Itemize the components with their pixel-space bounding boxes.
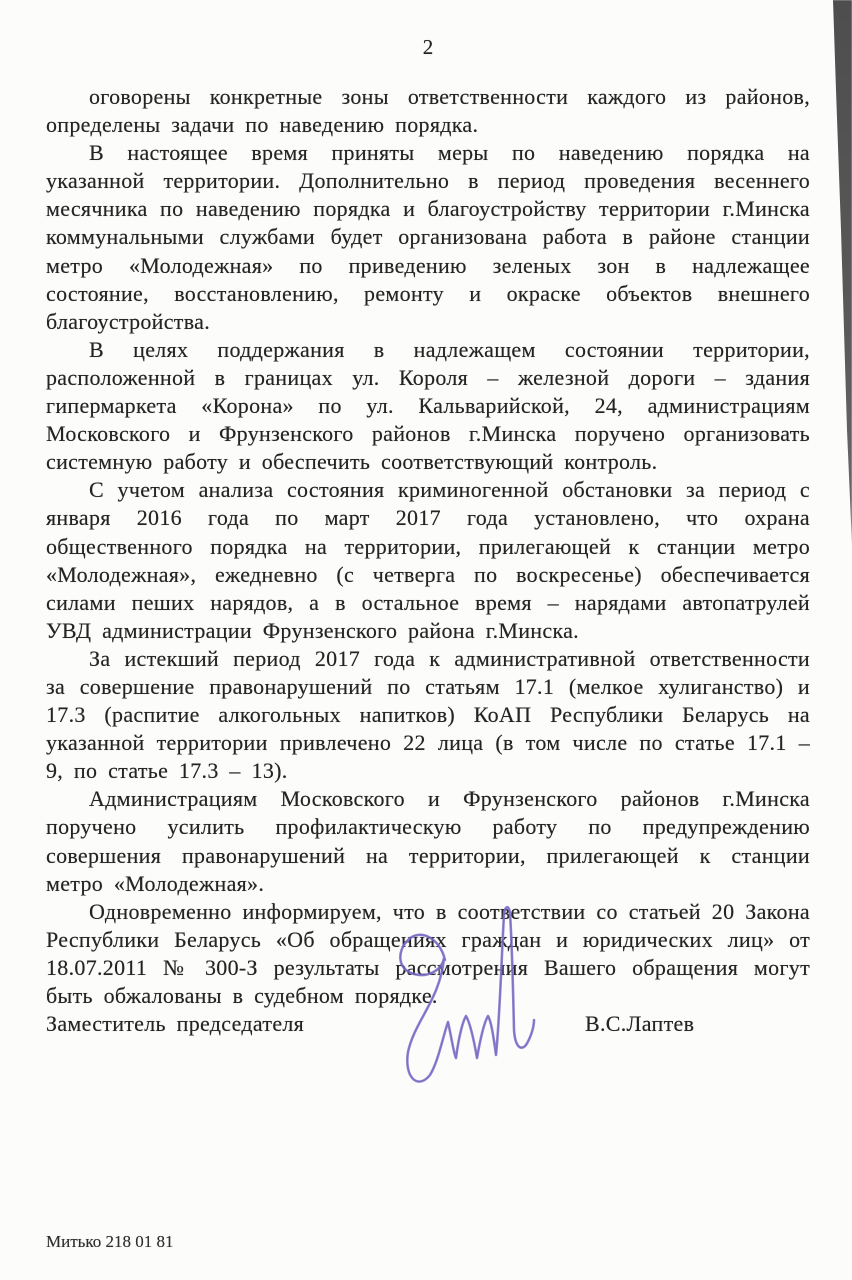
- paragraph: За истекший период 2017 года к административной ответственности за совершение правонарушений по статьям 17.1 (мелкое хулиганство) и 17.3 (распитие алкогольных напитков) КоАП Республики Беларусь на указанной территории привлечено 22 лица (в том числе по статье 17.1 – 9, по статье 17.3 – 13).: [46, 645, 810, 784]
- signature-row: [46, 1010, 810, 1038]
- letter-body: [46, 83, 810, 1038]
- paragraph: оговорены конкретные зоны ответственности каждого из районов, определены задачи по наведению порядка.: [46, 84, 810, 138]
- signatory-role: Заместитель председателя: [46, 1011, 305, 1037]
- paragraph: В целях поддержания в надлежащем состоянии территории, расположенной в границах ул. Короля – железной дороги – здания гипермаркета «Корона» по ул. Кальварийской, 24, администрациям Московского и Фрунзенского районов г.Минска поручено организовать системную работу и обеспечить соответствующий контроль.: [46, 336, 810, 475]
- signatory-name: В.С.Лаптев: [585, 1011, 695, 1037]
- page-number: 2: [422, 35, 434, 59]
- paragraph: Администрациям Московского и Фрунзенского районов г.Минска поручено усилить профилактическую работу по предупреждению совершения правонарушений на территории, прилегающей к станции метро «Молодежная».: [46, 786, 810, 896]
- footer-contact: Митько 218 01 81: [46, 1232, 174, 1251]
- paragraph: Одновременно информируем, что в соответствии со статьей 20 Закона Республики Беларусь «Об обращениях граждан и юридических лиц» от 18.07.2011 № 300-З результаты рассмотрения Вашего обращения могут быть обжалованы в судебном порядке.: [46, 898, 810, 1008]
- paragraph: С учетом анализа состояния криминогенной обстановки за период с января 2016 года по март 2017 года установлено, что охрана общественного порядка на территории, прилегающей к станции метро «Молодежная», ежедневно (с четверга по воскресенье) обеспечивается силами пеших нарядов, а в остальное время – нарядами автопатрулей УВД администрации Фрунзенского района г.Минска.: [46, 477, 810, 643]
- scan-edge-shadow: [828, 0, 852, 545]
- paragraph: В настоящее время приняты меры по наведению порядка на указанной территории. Дополнительно в период проведения весеннего месячника по наведению порядка и благоустройству территории г.Минска коммунальными службами будет организована работа в районе станции метро «Молодежная» по приведению зеленых зон в надлежащее состояние, восстановлению, ремонту и окраске объектов внешнего благоустройства.: [46, 140, 810, 334]
